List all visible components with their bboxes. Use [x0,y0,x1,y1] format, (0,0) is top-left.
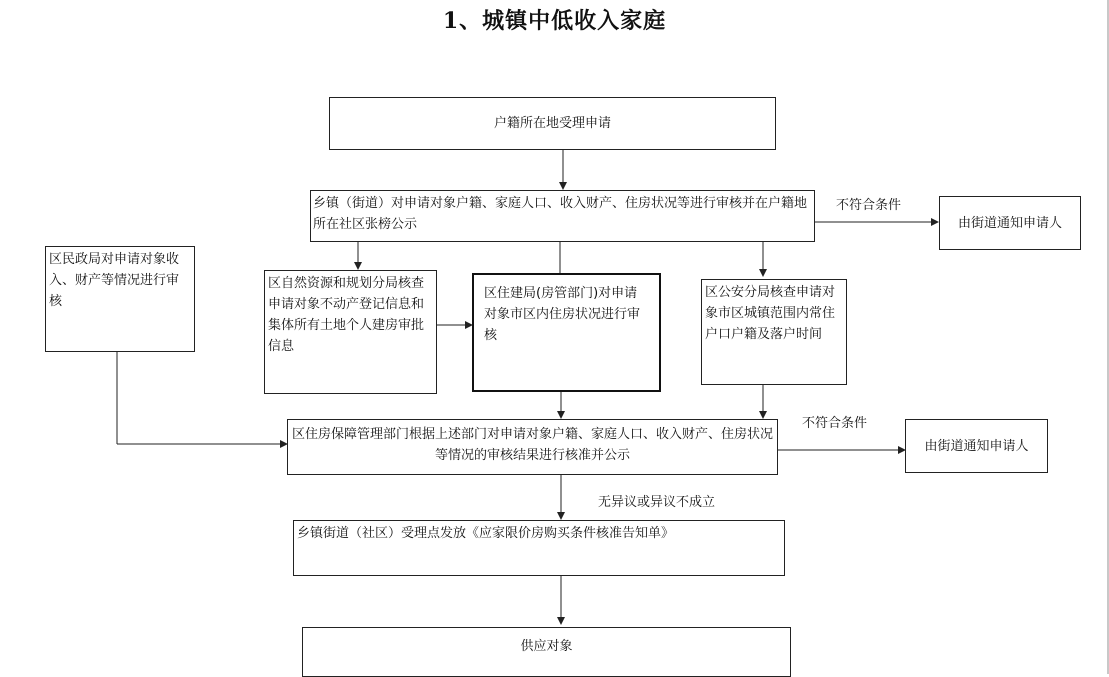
issue-notice-box [293,520,785,576]
supply-box [302,627,791,677]
not-qualified-label-1: 不符合条件 [836,198,902,213]
civil-affairs-text: 区民政局对申请对象收入、财产等情况进行审核 [49,252,180,309]
not-qualified-label-2: 不符合条件 [802,416,868,431]
supply-text: 供应对象 [520,639,573,654]
housing-security-box [287,419,778,475]
police-box [701,279,847,385]
page-title: 1、城镇中低收入家庭 [442,8,667,34]
housing-security-text: 区住房保障管理部门根据上述部门对申请对象户籍、家庭人口、收入财产、住房状况等情况的审核结果进行核准并公示 [291,427,773,463]
notify-box-2 [905,419,1048,473]
housing-bureau-box [472,273,661,392]
housing-bureau-text: 区住建局(房管部门)对申请对象市区内住房状况进行审核 [484,286,641,343]
notify-box-1 [939,196,1081,250]
notify-text-2: 由街道通知申请人 [924,438,1029,454]
apply-text: 户籍所在地受理申请 [493,116,611,131]
land-resources-box [264,270,437,394]
street-review-box [310,190,815,242]
issue-notice-text: 乡镇街道（社区）受理点发放《应家限价房购买条件核准告知单》 [297,526,675,541]
no-objection-label: 无异议或异议不成立 [598,495,716,510]
civil-affairs-box [45,246,195,352]
apply-box [329,97,776,150]
land-resources-text: 区自然资源和规划分局核查申请对象不动产登记信息和集体所有土地个人建房审批信息 [268,276,425,354]
street-review-text: 乡镇（街道）对申请对象户籍、家庭人口、收入财产、住房状况等进行审核并在户籍地所在社区张榜公示 [313,196,808,232]
notify-text-1: 由街道通知申请人 [957,215,1062,231]
police-text: 区公安分局核查申请对象市区城镇范围内常住户口户籍及落户时间 [705,285,836,342]
